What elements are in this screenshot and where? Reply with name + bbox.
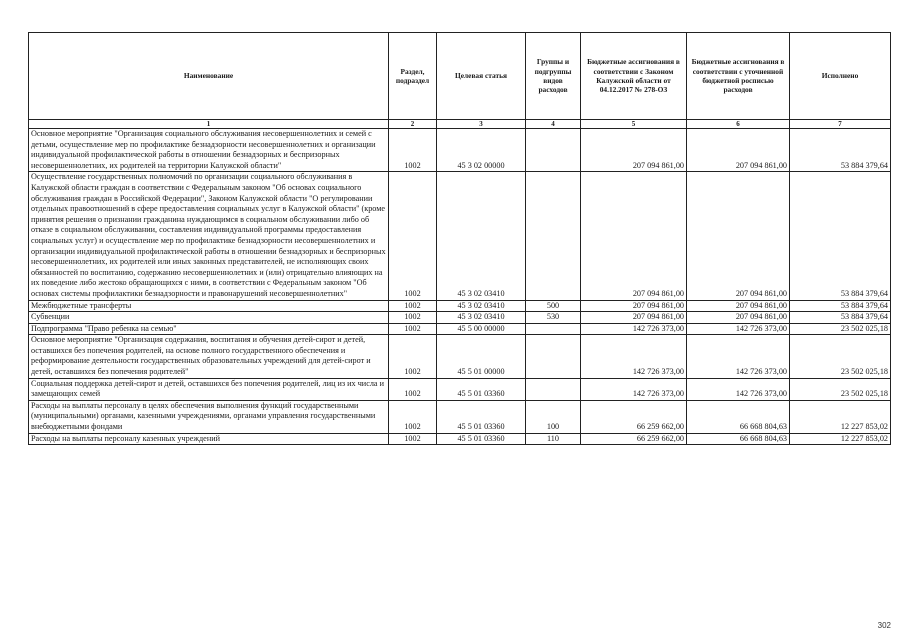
header-executed: Исполнено (790, 33, 891, 120)
row-name: Социальная поддержка детей-сирот и детей, оставшихся без попечения родителей, лиц из их числа и замещающих семей (29, 378, 389, 400)
row-revised: 142 726 373,00 (687, 378, 790, 400)
row-revised: 142 726 373,00 (687, 335, 790, 378)
row-revised: 207 094 861,00 (687, 172, 790, 300)
row-name: Основное мероприятие "Организация социального обслуживания несовершеннолетних и семей с детьми, осуществление мер по профилактике безнадзорности несовершеннолетних и организации индивидуальной профилактической работы в отношении безнадзорных и беспризорных несовершеннолетних, их родителей на территории Калужской области" (29, 129, 389, 172)
row-revised: 142 726 373,00 (687, 323, 790, 335)
row-executed: 23 502 025,18 (790, 378, 891, 400)
row-section: 1002 (389, 335, 437, 378)
row-name: Расходы на выплаты персоналу казенных учреждений (29, 433, 389, 445)
column-number: 7 (790, 120, 891, 129)
row-section: 1002 (389, 312, 437, 324)
column-number: 1 (29, 120, 389, 129)
row-target: 45 5 00 00000 (437, 323, 526, 335)
row-group: 100 (526, 400, 581, 433)
row-executed: 12 227 853,02 (790, 433, 891, 445)
row-group: 530 (526, 312, 581, 324)
row-revised: 66 668 804,63 (687, 433, 790, 445)
row-target: 45 5 01 03360 (437, 433, 526, 445)
column-number: 6 (687, 120, 790, 129)
row-law: 142 726 373,00 (581, 378, 687, 400)
row-target: 45 3 02 03410 (437, 300, 526, 312)
row-group (526, 323, 581, 335)
row-section: 1002 (389, 300, 437, 312)
row-section: 1002 (389, 378, 437, 400)
row-name: Межбюджетные трансферты (29, 300, 389, 312)
row-target: 45 3 02 00000 (437, 129, 526, 172)
row-revised: 66 668 804,63 (687, 400, 790, 433)
table-row (29, 312, 891, 324)
row-revised: 207 094 861,00 (687, 129, 790, 172)
row-group (526, 129, 581, 172)
header-budget-law: Бюджетные ассигнования в соответствии с Законом Калужской области от 04.12.2017 № 278-ОЗ (581, 33, 687, 120)
row-name: Подпрограмма "Право ребенка на семью" (29, 323, 389, 335)
row-section: 1002 (389, 323, 437, 335)
budget-table (28, 32, 891, 445)
table-row (29, 172, 891, 300)
row-section: 1002 (389, 172, 437, 300)
row-law: 142 726 373,00 (581, 335, 687, 378)
row-section: 1002 (389, 433, 437, 445)
row-executed: 53 884 379,64 (790, 312, 891, 324)
column-number: 4 (526, 120, 581, 129)
row-revised: 207 094 861,00 (687, 300, 790, 312)
row-target: 45 3 02 03410 (437, 172, 526, 300)
table-header-row (29, 33, 891, 120)
row-law: 207 094 861,00 (581, 129, 687, 172)
row-group (526, 172, 581, 300)
row-executed: 53 884 379,64 (790, 172, 891, 300)
table-row (29, 433, 891, 445)
row-law: 207 094 861,00 (581, 312, 687, 324)
column-number: 5 (581, 120, 687, 129)
column-number: 2 (389, 120, 437, 129)
row-executed: 23 502 025,18 (790, 335, 891, 378)
row-target: 45 3 02 03410 (437, 312, 526, 324)
row-group (526, 335, 581, 378)
row-law: 66 259 662,00 (581, 400, 687, 433)
row-target: 45 5 01 03360 (437, 378, 526, 400)
row-name: Осуществление государственных полномочий по организации социального обслуживания в Калужской области граждан в соответствии с Федеральным законом "Об основах социального обслуживания граждан в Российской Федерации", Законом Калужской области "О регулировании отдельных правоотношений в сфере предоставления социальных услуг в Калужской области" (кроме принятия решения о признании гражданина нуждающимся в социальном обслуживании либо об отказе в социальном обслуживании, составления индивидуальной программы предоставления социальных услуг) и осуществление мер по профилактике безнадзорности несовершеннолетних и организации индивидуальной профилактической работы в отношении безнадзорных и беспризорных несовершеннолетних, их родителей или иных законных представителей, не исполняющих своих обязанностей по воспитанию, содержанию несовершеннолетних и (или) отрицательно влияющих на их поведение либо жестоко обращающихся с ними, в соответствии с Федеральным законом "Об основах системы профилактики безнадзорности и правонарушений несовершеннолетних" (29, 172, 389, 300)
row-name: Субвенции (29, 312, 389, 324)
table-row (29, 400, 891, 433)
row-revised: 207 094 861,00 (687, 312, 790, 324)
row-section: 1002 (389, 129, 437, 172)
row-law: 66 259 662,00 (581, 433, 687, 445)
page-number: 302 (877, 621, 891, 630)
table-row (29, 300, 891, 312)
row-group: 500 (526, 300, 581, 312)
budget-sheet (28, 32, 890, 445)
row-target: 45 5 01 03360 (437, 400, 526, 433)
table-row (29, 378, 891, 400)
header-target: Целевая статья (437, 33, 526, 120)
row-name: Основное мероприятие "Организация содержания, воспитания и обучения детей-сирот и детей, оставшихся без попечения родителей, на основе полного государственного обеспечения и реформирование деятельности государственных образовательных учреждений для детей-сирот и детей, оставшихся без попечения родителей" (29, 335, 389, 378)
row-section: 1002 (389, 400, 437, 433)
header-groups: Группы и подгруппы видов расходов (526, 33, 581, 120)
column-number: 3 (437, 120, 526, 129)
header-budget-revised: Бюджетные ассигнования в соответствии с уточненной бюджетной росписью расходов (687, 33, 790, 120)
row-executed: 53 884 379,64 (790, 300, 891, 312)
row-law: 142 726 373,00 (581, 323, 687, 335)
row-target: 45 5 01 00000 (437, 335, 526, 378)
row-name: Расходы на выплаты персоналу в целях обеспечения выполнения функций государственными (муниципальными) органами, казенными учреждениями, органами управления государственными внебюджетными фондами (29, 400, 389, 433)
row-group: 110 (526, 433, 581, 445)
header-name: Наименование (29, 33, 389, 120)
header-section: Раздел, подраздел (389, 33, 437, 120)
column-number-row (29, 120, 891, 129)
row-executed: 53 884 379,64 (790, 129, 891, 172)
row-law: 207 094 861,00 (581, 172, 687, 300)
table-row (29, 323, 891, 335)
row-group (526, 378, 581, 400)
table-row (29, 335, 891, 378)
table-row (29, 129, 891, 172)
row-executed: 12 227 853,02 (790, 400, 891, 433)
row-executed: 23 502 025,18 (790, 323, 891, 335)
row-law: 207 094 861,00 (581, 300, 687, 312)
